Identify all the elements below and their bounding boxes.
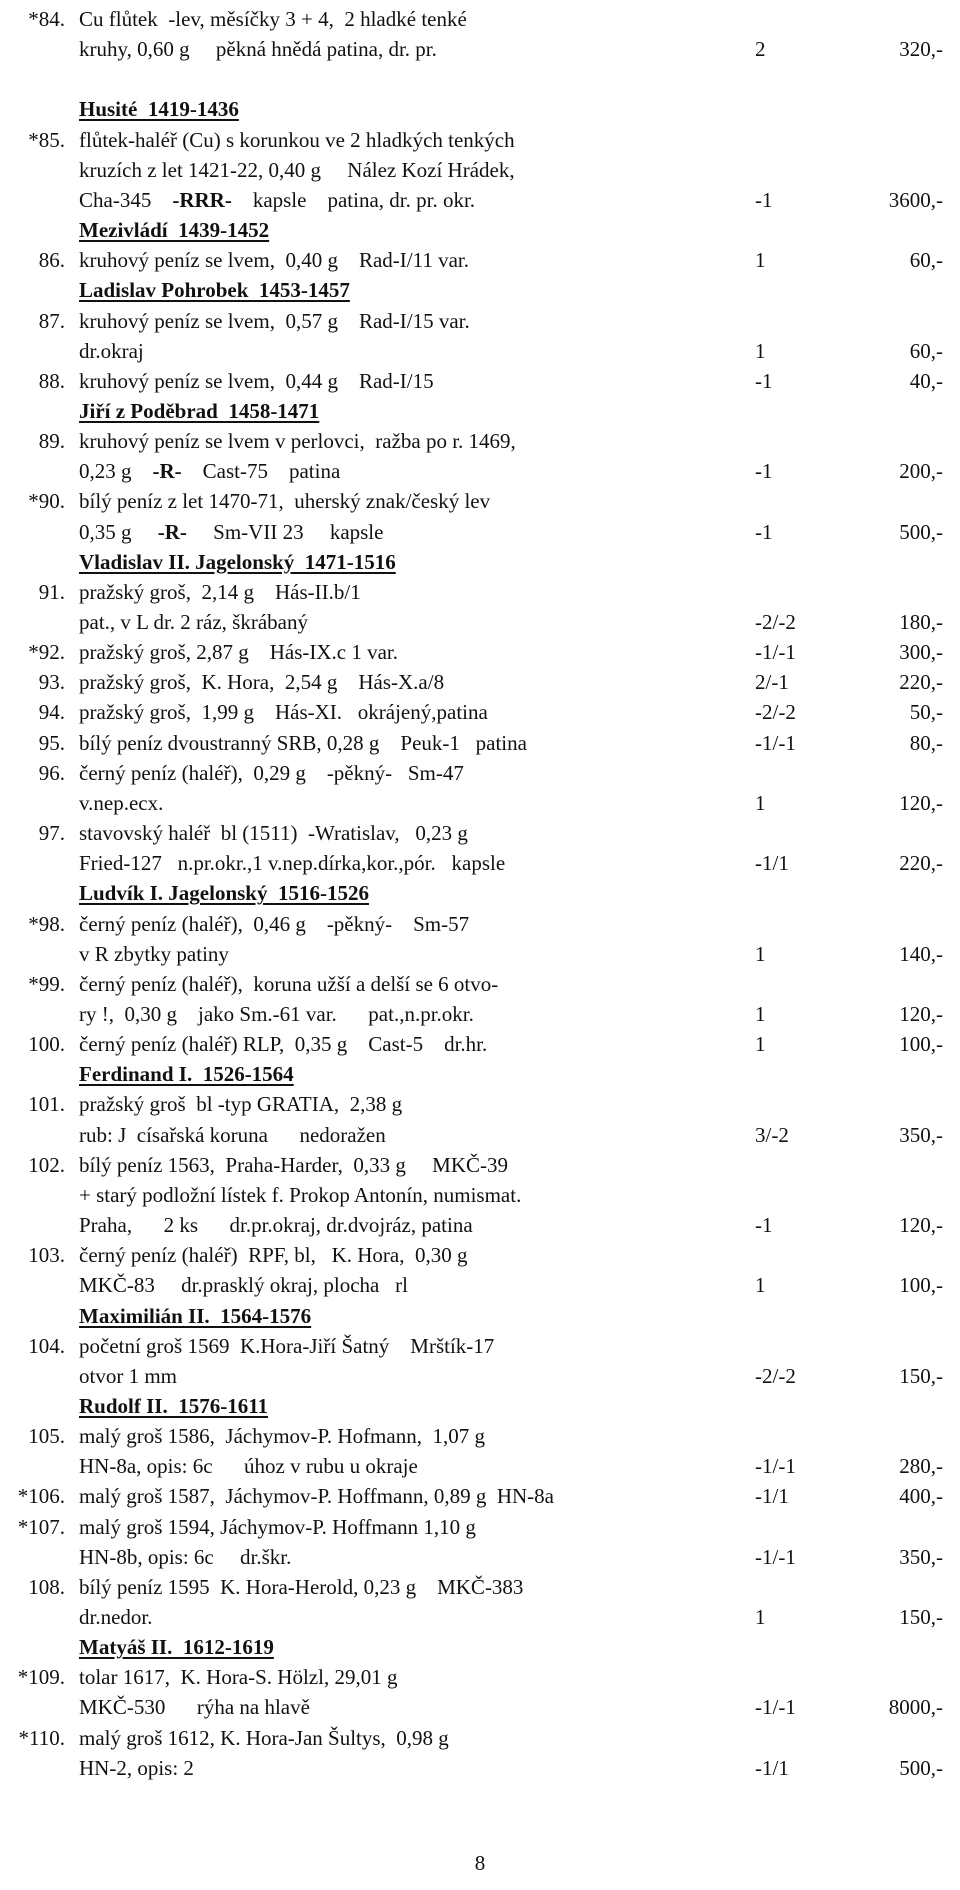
lot-description: pražský groš bl -typ GRATIA, 2,38 g (79, 1092, 403, 1117)
catalog-line (0, 909, 960, 939)
price: 40,- (909, 368, 943, 393)
lot-description: pražský groš, 2,87 g Hás-IX.c 1 var. (79, 640, 399, 665)
lot-number: *109. (17, 1665, 65, 1690)
catalog-line (0, 577, 960, 607)
section-title: Ludvík I. Jagelonský 1516-1526 (79, 881, 369, 906)
section-header (0, 215, 960, 245)
description-part: 0,23 g (79, 459, 153, 484)
catalog-line (0, 999, 960, 1029)
catalog-line (0, 848, 960, 878)
catalog-line (0, 456, 960, 486)
blank-line (0, 64, 960, 94)
grade: -1/-1 (755, 730, 796, 755)
catalog-line (0, 517, 960, 547)
price: 80,- (909, 730, 943, 755)
catalog-line (0, 426, 960, 456)
lot-number: 100. (28, 1032, 65, 1057)
lot-number: *107. (17, 1514, 65, 1539)
grade: -1/-1 (755, 640, 796, 665)
lot-description: + starý podložní lístek f. Prokop Antonín, numismat. (79, 1182, 522, 1207)
lot-description (79, 456, 340, 486)
lot-description: černý peníz (haléř) RLP, 0,35 g Cast-5 dr.hr. (79, 1032, 488, 1057)
catalog-line (0, 667, 960, 697)
catalog-line (0, 1421, 960, 1451)
lot-description: početní groš 1569 K.Hora-Jiří Šatný Mrštík-17 (79, 1333, 495, 1358)
price: 50,- (909, 700, 943, 725)
catalog-line (0, 1210, 960, 1240)
lot-description: kruhový peníz se lvem, 0,44 g Rad-I/15 (79, 368, 434, 393)
lot-number: *98. (28, 911, 65, 936)
price: 350,- (899, 1122, 943, 1147)
rarity-mark: -R- (152, 459, 182, 484)
section-header (0, 547, 960, 577)
section-title: Ferdinand I. 1526-1564 (79, 1062, 294, 1087)
lot-description: Fried-127 n.pr.okr.,1 v.nep.dírka,kor.,pór. kapsle (79, 851, 506, 876)
catalog-line (0, 125, 960, 155)
lot-number: 104. (28, 1333, 65, 1358)
lot-description: kruhový peníz se lvem v perlovci, ražba po r. 1469, (79, 429, 516, 454)
grade: -1/1 (755, 1484, 789, 1509)
catalog-line (0, 607, 960, 637)
catalog-line (0, 185, 960, 215)
price: 500,- (899, 519, 943, 544)
catalog-line (0, 1753, 960, 1783)
lot-number: *110. (18, 1725, 65, 1750)
grade: -2/-2 (755, 700, 796, 725)
price: 8000,- (888, 1695, 943, 1720)
catalog-line (0, 697, 960, 727)
grade: -1 (755, 459, 773, 484)
catalog-line (0, 818, 960, 848)
price: 350,- (899, 1544, 943, 1569)
description-part: kapsle patina, dr. pr. okr. (231, 187, 476, 212)
lot-description: černý peníz (haléř), 0,46 g -pěkný- Sm-57 (79, 911, 470, 936)
section-title: Maximilián II. 1564-1576 (79, 1303, 312, 1328)
catalog-line (0, 1572, 960, 1602)
description-part: Cha-345 (79, 187, 173, 212)
grade: 1 (755, 338, 766, 363)
grade: 1 (755, 1604, 766, 1629)
catalog-line (0, 486, 960, 516)
lot-description: HN-8a, opis: 6c úhoz v rubu u okraje (79, 1454, 418, 1479)
catalog-line (0, 788, 960, 818)
catalog-line (0, 1542, 960, 1572)
lot-description: malý groš 1612, K. Hora-Jan Šultys, 0,98 g (79, 1725, 449, 1750)
grade: -1/-1 (755, 1454, 796, 1479)
lot-description: černý peníz (haléř) RPF, bl, K. Hora, 0,30 g (79, 1243, 468, 1268)
section-header (0, 1632, 960, 1662)
lot-description: Cu flůtek -lev, měsíčky 3 + 4, 2 hladké tenké (79, 7, 467, 31)
price: 150,- (899, 1604, 943, 1629)
lot-number: *99. (28, 971, 65, 996)
catalog-line (0, 366, 960, 396)
lot-description: dr.nedor. (79, 1604, 153, 1629)
rarity-mark: -RRR- (172, 187, 232, 212)
price: 140,- (899, 941, 943, 966)
grade: -1/-1 (755, 1695, 796, 1720)
grade: 1 (755, 1001, 766, 1026)
price: 120,- (899, 1001, 943, 1026)
section-title: Rudolf II. 1576-1611 (79, 1393, 269, 1418)
lot-description: flůtek-haléř (Cu) s korunkou ve 2 hladkých tenkých (79, 127, 515, 152)
lot-description: pražský groš, K. Hora, 2,54 g Hás-X.a/8 (79, 670, 445, 695)
price: 100,- (899, 1273, 943, 1298)
catalog-line (0, 758, 960, 788)
catalog-line (0, 1512, 960, 1542)
lot-description: kruhový peníz se lvem, 0,40 g Rad-I/11 var. (79, 248, 469, 273)
section-title: Jiří z Poděbrad 1458-1471 (79, 398, 320, 423)
price: 400,- (899, 1484, 943, 1509)
lot-description: v.nep.ecx. (79, 790, 164, 815)
price: 180,- (899, 610, 943, 634)
lot-description: v R zbytky patiny (79, 941, 229, 966)
lot-number: 89. (38, 429, 65, 454)
catalog-line (0, 155, 960, 185)
lot-number: 102. (28, 1152, 65, 1177)
lot-number: 86. (38, 248, 65, 273)
price: 280,- (899, 1454, 943, 1479)
grade: 1 (755, 790, 766, 815)
price: 500,- (899, 1755, 943, 1780)
lot-description: bílý peníz dvoustranný SRB, 0,28 g Peuk-1 patina (79, 730, 527, 755)
grade: -2/-2 (755, 1363, 796, 1388)
section-header (0, 396, 960, 426)
lot-number: 103. (28, 1243, 65, 1268)
grade: -1 (755, 519, 773, 544)
grade: 2 (755, 37, 766, 62)
catalog-line (0, 728, 960, 758)
price: 220,- (899, 851, 943, 876)
lot-description: kruhový peníz se lvem, 0,57 g Rad-I/15 var. (79, 308, 470, 333)
lot-number: 96. (38, 760, 65, 785)
grade: -1 (755, 1213, 773, 1237)
price: 100,- (899, 1032, 943, 1057)
price: 60,- (909, 248, 943, 273)
price: 320,- (899, 37, 943, 62)
catalog-line (0, 1089, 960, 1119)
catalog-line (0, 1120, 960, 1150)
lot-description: tolar 1617, K. Hora-S. Hölzl, 29,01 g (79, 1665, 398, 1690)
lot-number: *84. (28, 7, 65, 31)
lot-description: bílý peníz z let 1470-71, uherský znak/český lev (79, 489, 491, 514)
lot-number: 97. (38, 821, 65, 845)
lot-description: černý peníz (haléř), koruna užší a delší se 6 otvo- (79, 971, 499, 996)
lot-description: MKČ-83 dr.prasklý okraj, plocha rl (79, 1273, 408, 1298)
grade: 1 (755, 1032, 766, 1057)
grade: -1/1 (755, 1755, 789, 1780)
catalog-line (0, 1692, 960, 1722)
catalog-line (0, 336, 960, 366)
catalog-line (0, 1270, 960, 1300)
catalog-line (0, 4, 960, 34)
lot-description: bílý peníz 1595 K. Hora-Herold, 0,23 g MKČ-383 (79, 1574, 524, 1599)
lot-number: *90. (28, 489, 65, 514)
section-title: Matyáš II. 1612-1619 (79, 1635, 274, 1660)
grade: -1/-1 (755, 1544, 796, 1569)
catalog-line (0, 1331, 960, 1361)
catalog-line (0, 637, 960, 667)
lot-number: 93. (38, 670, 65, 695)
catalog-line (0, 1451, 960, 1481)
price: 220,- (899, 670, 943, 695)
catalog-line (0, 1180, 960, 1210)
section-title: Vladislav II. Jagelonský 1471-1516 (79, 549, 396, 574)
price: 200,- (899, 459, 943, 484)
price: 3600,- (888, 187, 943, 212)
lot-description: HN-2, opis: 2 (79, 1755, 194, 1780)
price: 150,- (899, 1363, 943, 1388)
lot-description (79, 185, 475, 215)
lot-description: pat., v L dr. 2 ráz, škrábaný (79, 610, 308, 634)
lot-number: *92. (28, 640, 65, 665)
lot-description: kruzích z let 1421-22, 0,40 g Nález Kozí Hrádek, (79, 157, 515, 182)
catalog-line (0, 969, 960, 999)
section-header (0, 878, 960, 908)
section-title: Husité 1419-1436 (79, 97, 239, 122)
price: 120,- (899, 790, 943, 815)
grade: 1 (755, 248, 766, 273)
catalog-line (0, 245, 960, 275)
grade: -1 (755, 368, 773, 393)
lot-description: ry !, 0,30 g jako Sm.-61 var. pat.,n.pr.okr. (79, 1001, 474, 1026)
lot-description: MKČ-530 rýha na hlavě (79, 1695, 310, 1720)
catalog-line (0, 939, 960, 969)
section-title: Mezivládí 1439-1452 (79, 218, 270, 242)
catalog-line (0, 1481, 960, 1511)
catalog-line (0, 1361, 960, 1391)
catalog-line (0, 34, 960, 64)
grade: -2/-2 (755, 610, 796, 634)
lot-number: 105. (28, 1424, 65, 1448)
grade: 3/-2 (755, 1122, 789, 1147)
catalog-line (0, 1029, 960, 1059)
lot-number: *106. (17, 1484, 65, 1509)
lot-description: stavovský haléř bl (1511) -Wratislav, 0,23 g (79, 821, 468, 845)
lot-description: bílý peníz 1563, Praha-Harder, 0,33 g MKČ-39 (79, 1152, 508, 1177)
lot-description: rub: J císařská koruna nedoražen (79, 1122, 386, 1147)
description-part: Cast-75 patina (181, 459, 341, 484)
section-header (0, 1391, 960, 1421)
lot-description: černý peníz (haléř), 0,29 g -pěkný- Sm-47 (79, 760, 464, 785)
section-header (0, 1301, 960, 1331)
lot-description: pražský groš, 2,14 g Hás-II.b/1 (79, 579, 361, 604)
section-header (0, 94, 960, 124)
lot-number: 94. (38, 700, 65, 725)
lot-number: *85. (28, 127, 65, 152)
grade: -1 (755, 187, 773, 212)
catalog-line (0, 1150, 960, 1180)
lot-description: kruhy, 0,60 g pěkná hnědá patina, dr. pr. (79, 37, 437, 62)
grade: -1/1 (755, 851, 789, 876)
grade: 1 (755, 1273, 766, 1298)
lot-description: pražský groš, 1,99 g Hás-XI. okrájený,patina (79, 700, 488, 725)
description-part: Sm-VII 23 kapsle (186, 519, 384, 544)
catalog-line (0, 1662, 960, 1692)
catalog-line (0, 1240, 960, 1270)
lot-description (79, 517, 383, 547)
lot-description: malý groš 1587, Jáchymov-P. Hoffmann, 0,89 g HN-8a (79, 1484, 554, 1509)
lot-number: 91. (38, 579, 65, 604)
grade: 2/-1 (755, 670, 789, 695)
page-number: 8 (474, 1851, 486, 1875)
section-header (0, 1059, 960, 1089)
lot-description: dr.okraj (79, 338, 144, 363)
grade: 1 (755, 941, 766, 966)
lot-description: otvor 1 mm (79, 1363, 177, 1388)
catalog-line (0, 1723, 960, 1753)
lot-number: 108. (28, 1574, 65, 1599)
lot-number: 95. (38, 730, 65, 755)
section-header (0, 275, 960, 305)
price: 60,- (909, 338, 943, 363)
section-title: Ladislav Pohrobek 1453-1457 (79, 278, 350, 303)
catalog-line (0, 1602, 960, 1632)
lot-number: 87. (38, 308, 65, 333)
price: 120,- (899, 1213, 943, 1237)
lot-description: HN-8b, opis: 6c dr.škr. (79, 1544, 292, 1569)
catalog-line (0, 306, 960, 336)
description-part: 0,35 g (79, 519, 158, 544)
rarity-mark: -R- (157, 519, 187, 544)
price: 300,- (899, 640, 943, 665)
lot-number: 88. (38, 368, 65, 393)
lot-description: malý groš 1586, Jáchymov-P. Hofmann, 1,07 g (79, 1424, 485, 1448)
lot-description: malý groš 1594, Jáchymov-P. Hoffmann 1,10 g (79, 1514, 476, 1539)
lot-number: 101. (28, 1092, 65, 1117)
lot-description: Praha, 2 ks dr.pr.okraj, dr.dvojráz, patina (79, 1213, 473, 1237)
